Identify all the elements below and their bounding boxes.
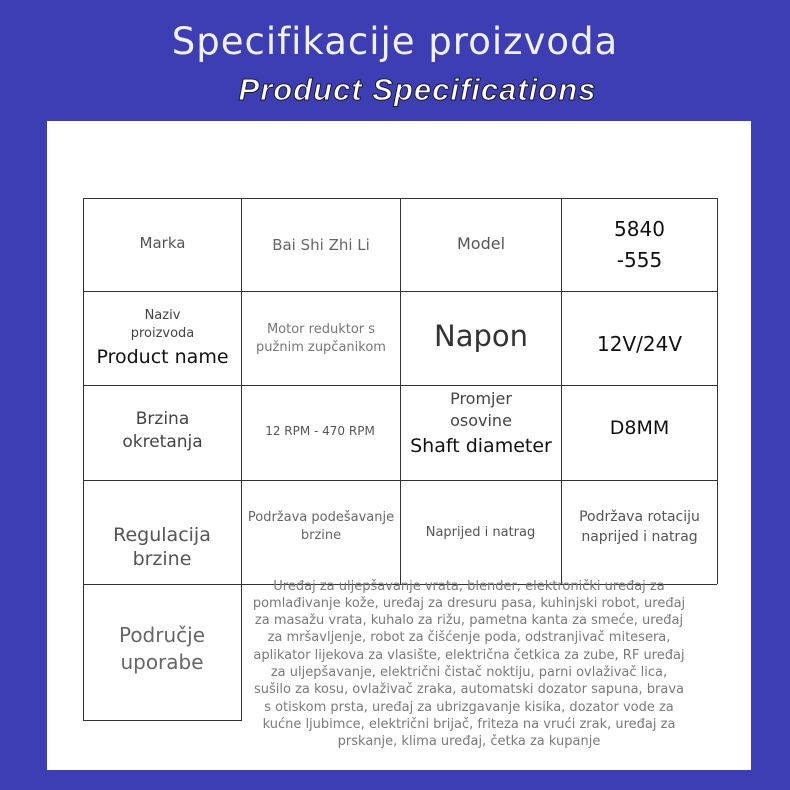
voltage-value: 12V/24V: [597, 331, 682, 356]
speed-regulation-value: Podržava podešavanje brzine: [247, 509, 395, 543]
speed-regulation-label: Regulacija brzine: [113, 523, 211, 570]
page-subtitle: Product Specifications: [238, 72, 597, 107]
product-name-value: Motor reduktor s pužnim zupčanikom: [256, 321, 386, 355]
direction-label: Naprijed i natrag: [425, 524, 536, 540]
product-name-label: [84, 292, 241, 385]
direction-value: Podržava rotaciju naprijed i natrag: [579, 508, 700, 545]
model-value-line2: -555: [616, 248, 663, 272]
shaft-diameter-label: [401, 386, 561, 480]
brand-value: Bai Shi Zhi Li: [272, 236, 370, 254]
usage-area-label: Područje uporabe: [118, 622, 206, 674]
model-value-line1: 5840: [614, 217, 665, 241]
model-label: Model: [456, 233, 506, 253]
speed-value: 12 RPM - 470 RPM: [265, 424, 375, 438]
shaft-diameter-label-line2: osovine: [450, 411, 512, 430]
model-value: [562, 199, 717, 291]
grid-line: [83, 720, 241, 721]
product-name-label-line1: Naziv: [144, 307, 181, 323]
product-name-label-line2: proizvoda: [130, 325, 195, 341]
usage-area-value: Uređaj za uljepšavanje vrata, blender, elektronički uređaj za pomlađivanje kože, uređaj za dresuru pasa, kuhinjski robot, uređaj za masažu vrata, kuhalo za rižu, pametna kanta za smeće, uređaj za mršavljenje, robot za čišćenje poda, odstranjivač mitesera, aplikator lijekova za vlasište, električna četkica za zube, RF uređaj za uljepšavanje, električni čistač noktiju, parni ovlaživač lica, sušilo za kosu, ovlaživač zraka, automatski dozator sapuna, brava s otiskom prsta, uređaj za ubrizgavanje kisika, dozator vode za kućne ljubimce, električni brijač, friteza na vrući zrak, uređaj za prskanje, klima uređaj, četka za kupanje: [252, 578, 686, 750]
brand-label: Marka: [139, 234, 186, 252]
shaft-diameter-value: D8MM: [609, 417, 670, 439]
product-name-label-en: Product name: [96, 345, 229, 368]
speed-label: Brzina okretanja: [122, 409, 203, 452]
grid-line: [717, 198, 718, 584]
shaft-diameter-label-line1: Promjer: [450, 389, 512, 408]
voltage-label: Napon: [434, 318, 528, 353]
spec-panel: [47, 121, 751, 770]
spec-table: [83, 198, 717, 750]
shaft-diameter-label-en: Shaft diameter: [410, 435, 552, 457]
page-title: Specifikacije proizvoda: [171, 20, 619, 63]
